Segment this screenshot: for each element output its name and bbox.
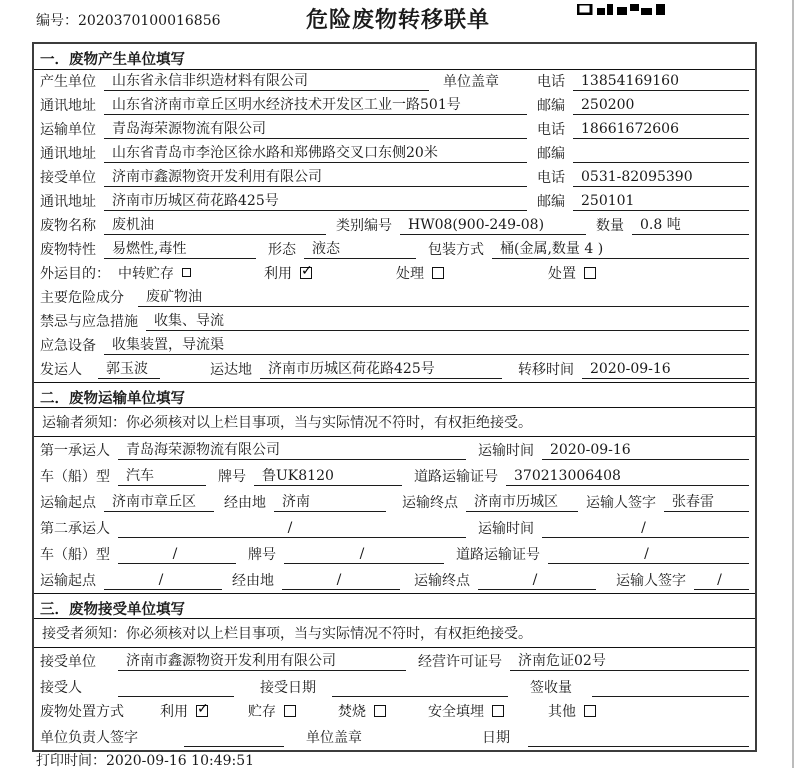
field-value-underline: 济南市鑫源物资开发利用有限公司 bbox=[104, 168, 527, 187]
field-label: 外运目的： bbox=[40, 265, 110, 282]
field-label: 邮编 bbox=[537, 98, 565, 114]
field-value-underline: / bbox=[282, 571, 400, 590]
field-label: 第一承运人 bbox=[40, 443, 110, 459]
field-label: 电话 bbox=[537, 170, 565, 186]
checkbox bbox=[300, 267, 312, 279]
field-value-underline: 鲁UK8120 bbox=[254, 467, 402, 486]
row-main-hazard bbox=[34, 286, 755, 310]
unit-seal-label: 单位盖章 bbox=[443, 74, 499, 90]
field-value-underline: 山东省永信非织造材料有限公司 bbox=[104, 72, 429, 91]
field-value-underline: / bbox=[118, 519, 466, 538]
field-value-underline: / bbox=[118, 545, 236, 564]
field-value-underline bbox=[118, 678, 234, 697]
field-label: 运输终点 bbox=[402, 495, 458, 511]
field-label: 日期 bbox=[482, 730, 510, 746]
unit-seal-label: 单位盖章 bbox=[306, 730, 362, 746]
field-value-underline: / bbox=[478, 571, 596, 590]
field-value-underline: 山东省济南市章丘区明水经济技术开发区工业一路501号 bbox=[104, 96, 527, 115]
field-label: 通讯地址 bbox=[40, 146, 96, 162]
field-label: 邮编 bbox=[537, 194, 565, 210]
field-value-underline: / bbox=[542, 519, 749, 538]
field-label: 牌号 bbox=[248, 547, 276, 563]
field-value-underline: 济南市章丘区 bbox=[104, 493, 214, 512]
zip-group bbox=[537, 143, 749, 163]
checkbox-label: 贮存 bbox=[248, 704, 276, 720]
row-first-carrier bbox=[34, 437, 755, 463]
field-label: 经营许可证号 bbox=[418, 654, 502, 670]
phone-group bbox=[537, 119, 749, 139]
field-label: 运输人签字 bbox=[616, 573, 686, 589]
field-value-underline: HW08(900-249-08) bbox=[400, 216, 586, 235]
phone-group bbox=[537, 167, 749, 187]
field-value-underline: 济南危证02号 bbox=[510, 652, 749, 671]
disposal-option bbox=[248, 701, 338, 721]
field-label: 接受日期 bbox=[260, 680, 316, 696]
field-label: 运输终点 bbox=[414, 573, 470, 589]
field-value-underline: / bbox=[548, 545, 749, 564]
row-receiver bbox=[34, 674, 755, 700]
checkbox-label: 中转贮存 bbox=[118, 265, 174, 282]
field-label: 主要危险成分 bbox=[40, 290, 124, 306]
field-value-underline: 山东省青岛市李沧区徐水路和郑佛路交叉口东侧20米 bbox=[104, 144, 527, 163]
checkbox bbox=[196, 705, 208, 717]
field-label: 签收量 bbox=[530, 680, 572, 696]
field-label: 包装方式 bbox=[428, 242, 484, 258]
checkbox bbox=[432, 267, 444, 279]
field-label: 应急设备 bbox=[40, 338, 96, 354]
field-label: 运输时间 bbox=[478, 443, 534, 459]
qr-code-fragment-icon bbox=[577, 0, 665, 19]
field-value-underline: 18661672606 bbox=[573, 120, 749, 139]
row-transfer-purpose bbox=[34, 262, 755, 286]
field-value-underline: 250101 bbox=[573, 192, 749, 211]
field-label: 废物特性 bbox=[40, 242, 96, 258]
row-dispatcher bbox=[34, 358, 755, 382]
field-label: 发运人 bbox=[40, 362, 82, 378]
purpose-option bbox=[548, 263, 596, 283]
field-value-underline: 收集、导流 bbox=[146, 312, 749, 331]
field-label: 接受单位 bbox=[40, 170, 96, 186]
field-label: 通讯地址 bbox=[40, 98, 96, 114]
field-label: 通讯地址 bbox=[40, 194, 96, 210]
zip-group bbox=[537, 95, 749, 115]
section3-notice: 接受者须知：你必须核对以上栏目事项，当与实际情况不符时，有权拒绝接受。 bbox=[34, 619, 755, 648]
field-label: 产生单位 bbox=[40, 74, 96, 90]
phone-group bbox=[537, 71, 749, 91]
field-value-underline: 汽车 bbox=[118, 467, 206, 486]
row-waste-name bbox=[34, 214, 755, 238]
field-label: 数量 bbox=[596, 218, 624, 234]
section3-header: 三．废物接受单位填写 bbox=[34, 593, 755, 619]
field-value-underline: 青岛海荣源物流有限公司 bbox=[104, 120, 527, 139]
checkbox-label: 处理 bbox=[396, 265, 424, 282]
field-value-underline: 济南市历城区 bbox=[466, 493, 578, 512]
field-value-underline: 青岛海荣源物流有限公司 bbox=[118, 441, 466, 460]
checkbox-label: 安全填埋 bbox=[428, 704, 484, 720]
field-value-underline: 废矿物油 bbox=[138, 288, 749, 307]
field-value-underline: 收集装置，导流渠 bbox=[104, 336, 749, 355]
field-value-underline: 济南市鑫源物资开发利用有限公司 bbox=[118, 652, 406, 671]
checkbox bbox=[584, 705, 596, 717]
field-label: 废物名称 bbox=[40, 218, 96, 234]
field-label: 车（船）型 bbox=[40, 547, 110, 563]
field-label: 类别编号 bbox=[336, 218, 392, 234]
field-label: 运输人签字 bbox=[586, 495, 656, 511]
field-label: 电话 bbox=[537, 74, 565, 90]
checkbox bbox=[492, 705, 504, 717]
field-label: 运达地 bbox=[210, 362, 252, 378]
checkbox bbox=[374, 705, 386, 717]
zip-group bbox=[537, 191, 749, 211]
checkbox-label: 焚烧 bbox=[338, 704, 366, 720]
field-label: 运输单位 bbox=[40, 122, 96, 138]
document-number-label: 编号： bbox=[36, 13, 78, 29]
field-value-underline: 2020-09-16 bbox=[542, 441, 749, 460]
section2-notice: 运输者须知：你必须核对以上栏目事项，当与实际情况不符时，有权拒绝接受。 bbox=[34, 408, 755, 437]
field-label: 单位负责人签字 bbox=[40, 730, 138, 746]
field-label: 接受人 bbox=[40, 680, 82, 696]
disposal-option bbox=[548, 701, 596, 721]
row-emergency-equipment bbox=[34, 334, 755, 358]
field-label: 转移时间 bbox=[518, 362, 574, 378]
field-value-underline: 2020-09-16 bbox=[582, 360, 749, 379]
section2-header: 二．废物运输单位填写 bbox=[34, 382, 755, 408]
field-label: 道路运输证号 bbox=[414, 469, 498, 485]
field-value-underline: 13854169160 bbox=[573, 72, 749, 91]
field-value-underline bbox=[573, 144, 749, 163]
field-label: 邮编 bbox=[537, 146, 565, 162]
field-value-underline: 370213006408 bbox=[506, 467, 749, 486]
field-label: 经由地 bbox=[232, 573, 274, 589]
checkbox-label: 利用 bbox=[264, 265, 292, 282]
row-transport-address bbox=[34, 142, 755, 166]
field-label: 形态 bbox=[268, 242, 296, 258]
document-number-value: 2020370100016856 bbox=[78, 13, 221, 29]
disposal-option bbox=[338, 701, 428, 721]
row-disposal-method bbox=[34, 700, 755, 725]
row-waste-characteristics bbox=[34, 238, 755, 262]
field-value-underline: 郭玉波 bbox=[98, 360, 160, 379]
field-value-underline: 0531-82095390 bbox=[573, 168, 749, 187]
disposal-option bbox=[160, 701, 248, 721]
row-second-vehicle bbox=[34, 541, 755, 567]
field-value-underline bbox=[528, 728, 749, 747]
field-label: 第二承运人 bbox=[40, 521, 110, 537]
field-label: 车（船）型 bbox=[40, 469, 110, 485]
field-label: 运输时间 bbox=[478, 521, 534, 537]
section1-header: 一．废物产生单位填写 bbox=[34, 44, 755, 70]
field-value-underline: 0.8 吨 bbox=[632, 216, 749, 235]
checkbox bbox=[284, 705, 296, 717]
field-value-underline: 液态 bbox=[304, 240, 416, 259]
field-label: 牌号 bbox=[218, 469, 246, 485]
field-label: 运输起点 bbox=[40, 573, 96, 589]
field-label: 经由地 bbox=[224, 495, 266, 511]
field-value-underline: / bbox=[284, 545, 444, 564]
field-label: 道路运输证号 bbox=[456, 547, 540, 563]
checkbox-label: 利用 bbox=[160, 704, 188, 720]
field-label: 运输起点 bbox=[40, 495, 96, 511]
purpose-option bbox=[264, 263, 396, 283]
checkbox-label: 其他 bbox=[548, 704, 576, 720]
field-value-underline: 济南市历城区荷花路425号 bbox=[260, 360, 502, 379]
field-value-underline: 易燃性,毒性 bbox=[104, 240, 256, 259]
page-title: 危险废物转移联单 bbox=[305, 8, 490, 33]
field-label: 禁忌与应急措施 bbox=[40, 314, 138, 330]
field-label: 电话 bbox=[537, 122, 565, 138]
checkbox-label: 处置 bbox=[548, 265, 576, 282]
row-produce-unit bbox=[34, 70, 755, 94]
field-label: 废物处置方式 bbox=[40, 704, 124, 720]
page-right-edge bbox=[792, 0, 794, 768]
field-value-underline: 废机油 bbox=[104, 216, 326, 235]
field-value-underline bbox=[592, 678, 749, 697]
row-produce-address bbox=[34, 94, 755, 118]
field-value-underline: 济南市历城区荷花路425号 bbox=[104, 192, 527, 211]
checkbox bbox=[182, 268, 191, 277]
row-second-carrier bbox=[34, 515, 755, 541]
field-value-underline: 济南 bbox=[274, 493, 386, 512]
row-receive-address bbox=[34, 190, 755, 214]
checkbox bbox=[584, 267, 596, 279]
row-transport-unit bbox=[34, 118, 755, 142]
document-header bbox=[0, 0, 796, 40]
field-value-underline: / bbox=[104, 571, 222, 590]
print-time: 打印时间：2020-09-16 10:49:51 bbox=[36, 753, 255, 768]
row-responsible-signature bbox=[34, 725, 755, 750]
disposal-option bbox=[428, 701, 548, 721]
row-taboo-measures bbox=[34, 310, 755, 334]
field-label: 接受单位 bbox=[40, 654, 96, 670]
transfer-manifest-form bbox=[32, 42, 757, 752]
purpose-option bbox=[396, 263, 548, 283]
field-value-underline bbox=[332, 678, 508, 697]
field-value-underline: 250200 bbox=[573, 96, 749, 115]
field-value-underline: 桶(金属,数量 4 ) bbox=[492, 240, 749, 259]
field-value-underline: 张春雷 bbox=[664, 493, 749, 512]
row-receive-unit bbox=[34, 166, 755, 190]
field-value-underline: / bbox=[694, 571, 749, 590]
row-first-vehicle bbox=[34, 463, 755, 489]
purpose-option bbox=[118, 263, 264, 283]
row-first-route bbox=[34, 489, 755, 515]
row-receive-unit2 bbox=[34, 648, 755, 674]
field-value-underline bbox=[184, 728, 284, 747]
row-second-route bbox=[34, 567, 755, 593]
